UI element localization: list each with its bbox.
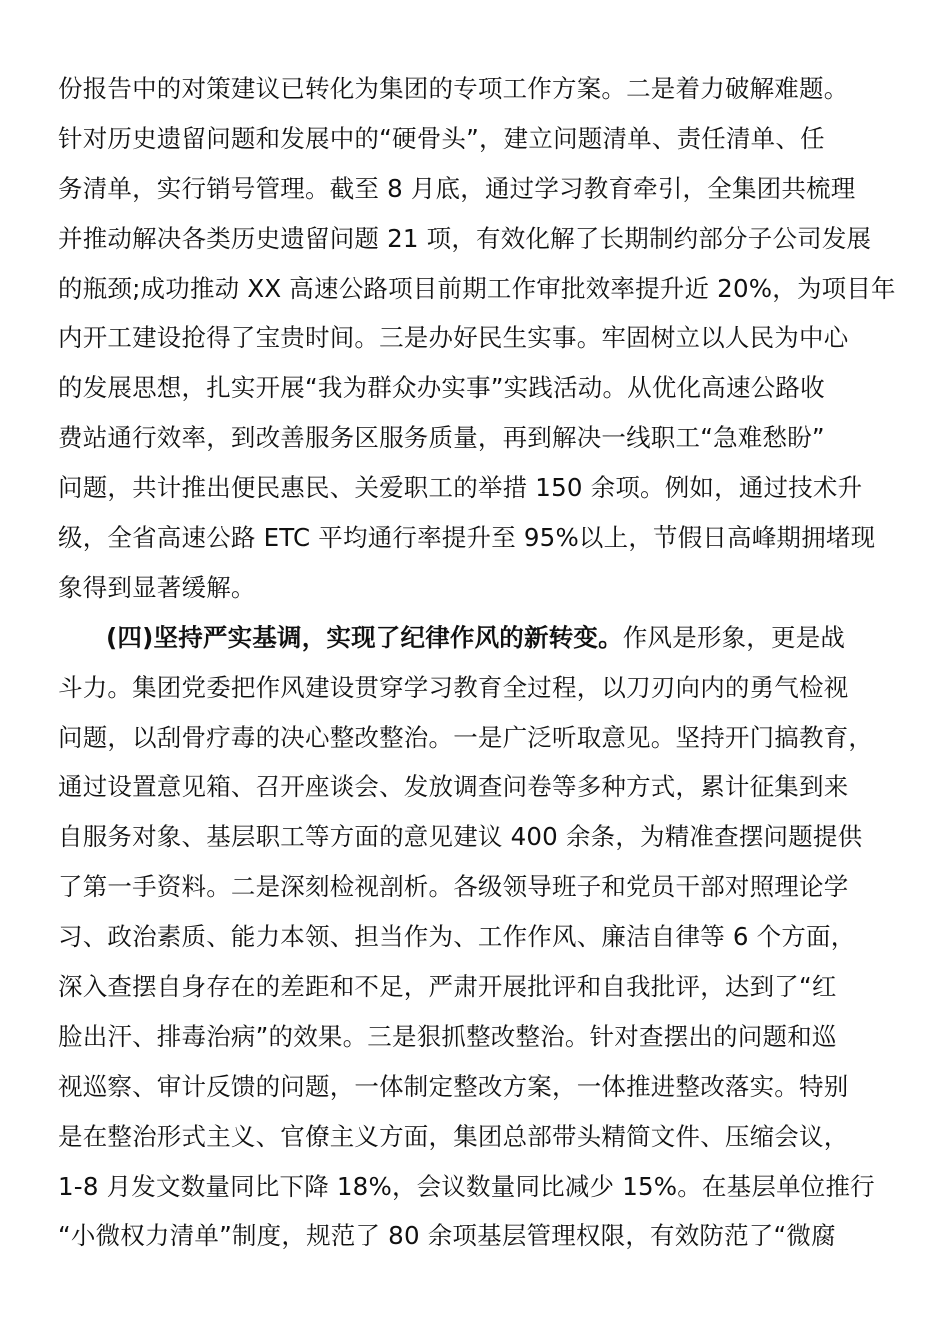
text-line: 视巡察、审计反馈的问题，一体制定整改方案，一体推进整改落实。特别 [58, 1071, 849, 1101]
text-line: 内开工建设抢得了宝贵时间。三是办好民生实事。牢固树立以人民为中心 [58, 323, 849, 353]
text-line: 通过设置意见箱、召开座谈会、发放调查问卷等多种方式，累计征集到来 [58, 772, 849, 802]
text-line: 问题，共计推出便民惠民、关爱职工的举措 150 余项。例如，通过技术升 [58, 473, 863, 503]
text-line: 费站通行效率，到改善服务区服务质量，再到解决一线职工“急难愁盼” [58, 423, 825, 453]
section-heading: (四)坚持严实基调，实现了纪律作风的新转变。 [106, 622, 623, 652]
text-line: 级，全省高速公路 ETC 平均通行率提升至 95%以上，节假日高峰期拥堵现 [58, 523, 876, 553]
section-heading-line [58, 613, 898, 663]
text-line: 并推动解决各类历史遗留问题 21 项，有效化解了长期制约部分子公司发展 [58, 223, 872, 253]
text-line: 的瓶颈;成功推动 XX 高速公路项目前期工作审批效率提升近 20%，为项目年 [58, 273, 896, 303]
document-body [58, 64, 898, 1261]
text-line: 脸出汗、排毒治病”的效果。三是狠抓整改整治。针对查摆出的问题和巡 [58, 1021, 837, 1051]
text-line: 象得到显著缓解。 [58, 572, 256, 602]
text-line: 习、政治素质、能力本领、担当作为、工作作风、廉洁自律等 6 个方面， [58, 922, 856, 952]
text-line: 1-8 月发文数量同比下降 18%，会议数量同比减少 15%。在基层单位推行 [58, 1171, 875, 1201]
text-line: 了第一手资料。二是深刻检视剖析。各级领导班子和党员干部对照理论学 [58, 872, 849, 902]
text-line: 是在整治形式主义、官僚主义方面，集团总部带头精简文件、压缩会议， [58, 1121, 849, 1151]
text-line: 务清单，实行销号管理。截至 8 月底，通过学习教育牵引，全集团共梳理 [58, 173, 856, 203]
text-line: 针对历史遗留问题和发展中的“硬骨头”，建立问题清单、责任清单、任 [58, 123, 825, 153]
text-line: 深入查摆自身存在的差距和不足，严肃开展批评和自我批评，达到了“红 [58, 972, 837, 1002]
text-line: 问题，以刮骨疗毒的决心整改整治。一是广泛听取意见。坚持开门搞教育， [58, 722, 874, 752]
text-line: “小微权力清单”制度，规范了 80 余项基层管理权限，有效防范了“微腐 [58, 1221, 836, 1251]
text-line: 自服务对象、基层职工等方面的意见建议 400 余条，为精准查摆问题提供 [58, 822, 863, 852]
text-line: 的发展思想，扎实开展“我为群众办实事”实践活动。从优化高速公路收 [58, 373, 825, 403]
text-line: 份报告中的对策建议已转化为集团的专项工作方案。二是着力破解难题。 [58, 74, 849, 103]
text-line: 斗力。集团党委把作风建设贯穿学习教育全过程，以刀刃向内的勇气检视 [58, 672, 849, 702]
section-heading-rest: 作风是形象，更是战 [622, 622, 846, 652]
